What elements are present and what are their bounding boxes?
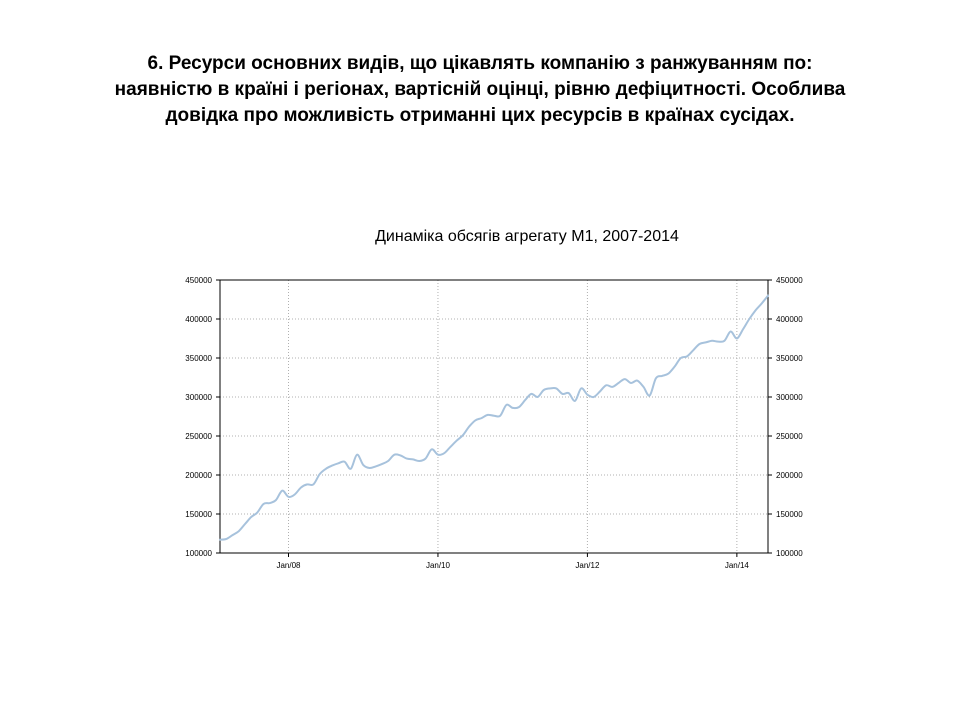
chart-title: Динаміка обсягів агрегату М1, 2007-2014: [375, 228, 679, 245]
x-tick-label: Jan/12: [575, 561, 600, 570]
right-y-tick-label: 300000: [776, 393, 803, 402]
right-y-tick-label: 150000: [776, 510, 803, 519]
right-y-tick-label: 450000: [776, 276, 803, 285]
left-y-tick-label: 100000: [185, 549, 212, 558]
x-axis: [276, 553, 749, 570]
left-y-tick-label: 250000: [185, 432, 212, 441]
right-y-tick-label: 350000: [776, 354, 803, 363]
x-tick-label: Jan/14: [724, 561, 749, 570]
slide-title-line-1: 6. Ресурси основних видів, що цікавлять компанію з ранжуванням по:: [147, 53, 813, 74]
left-y-tick-label: 450000: [185, 276, 212, 285]
right-y-tick-label: 200000: [776, 471, 803, 480]
left-y-axis: [185, 276, 220, 558]
right-y-axis: [768, 276, 803, 558]
left-y-tick-label: 350000: [185, 354, 212, 363]
right-y-tick-label: 400000: [776, 315, 803, 324]
left-y-tick-label: 200000: [185, 471, 212, 480]
slide-title-line-2: наявністю в країні і регіонах, вартісній оцінці, рівню дефіцитності. Особлива: [114, 79, 846, 100]
series-line-m1: [220, 296, 768, 540]
slide-title-line-3: довідка про можливість отриманні цих ресурсів в країнах сусідах.: [165, 105, 795, 126]
left-y-tick-label: 400000: [185, 315, 212, 324]
left-y-tick-label: 300000: [185, 393, 212, 402]
right-y-tick-label: 100000: [776, 549, 803, 558]
x-tick-label: Jan/10: [425, 561, 450, 570]
x-tick-label: Jan/08: [276, 561, 301, 570]
left-y-tick-label: 150000: [185, 510, 212, 519]
right-y-tick-label: 250000: [776, 432, 803, 441]
